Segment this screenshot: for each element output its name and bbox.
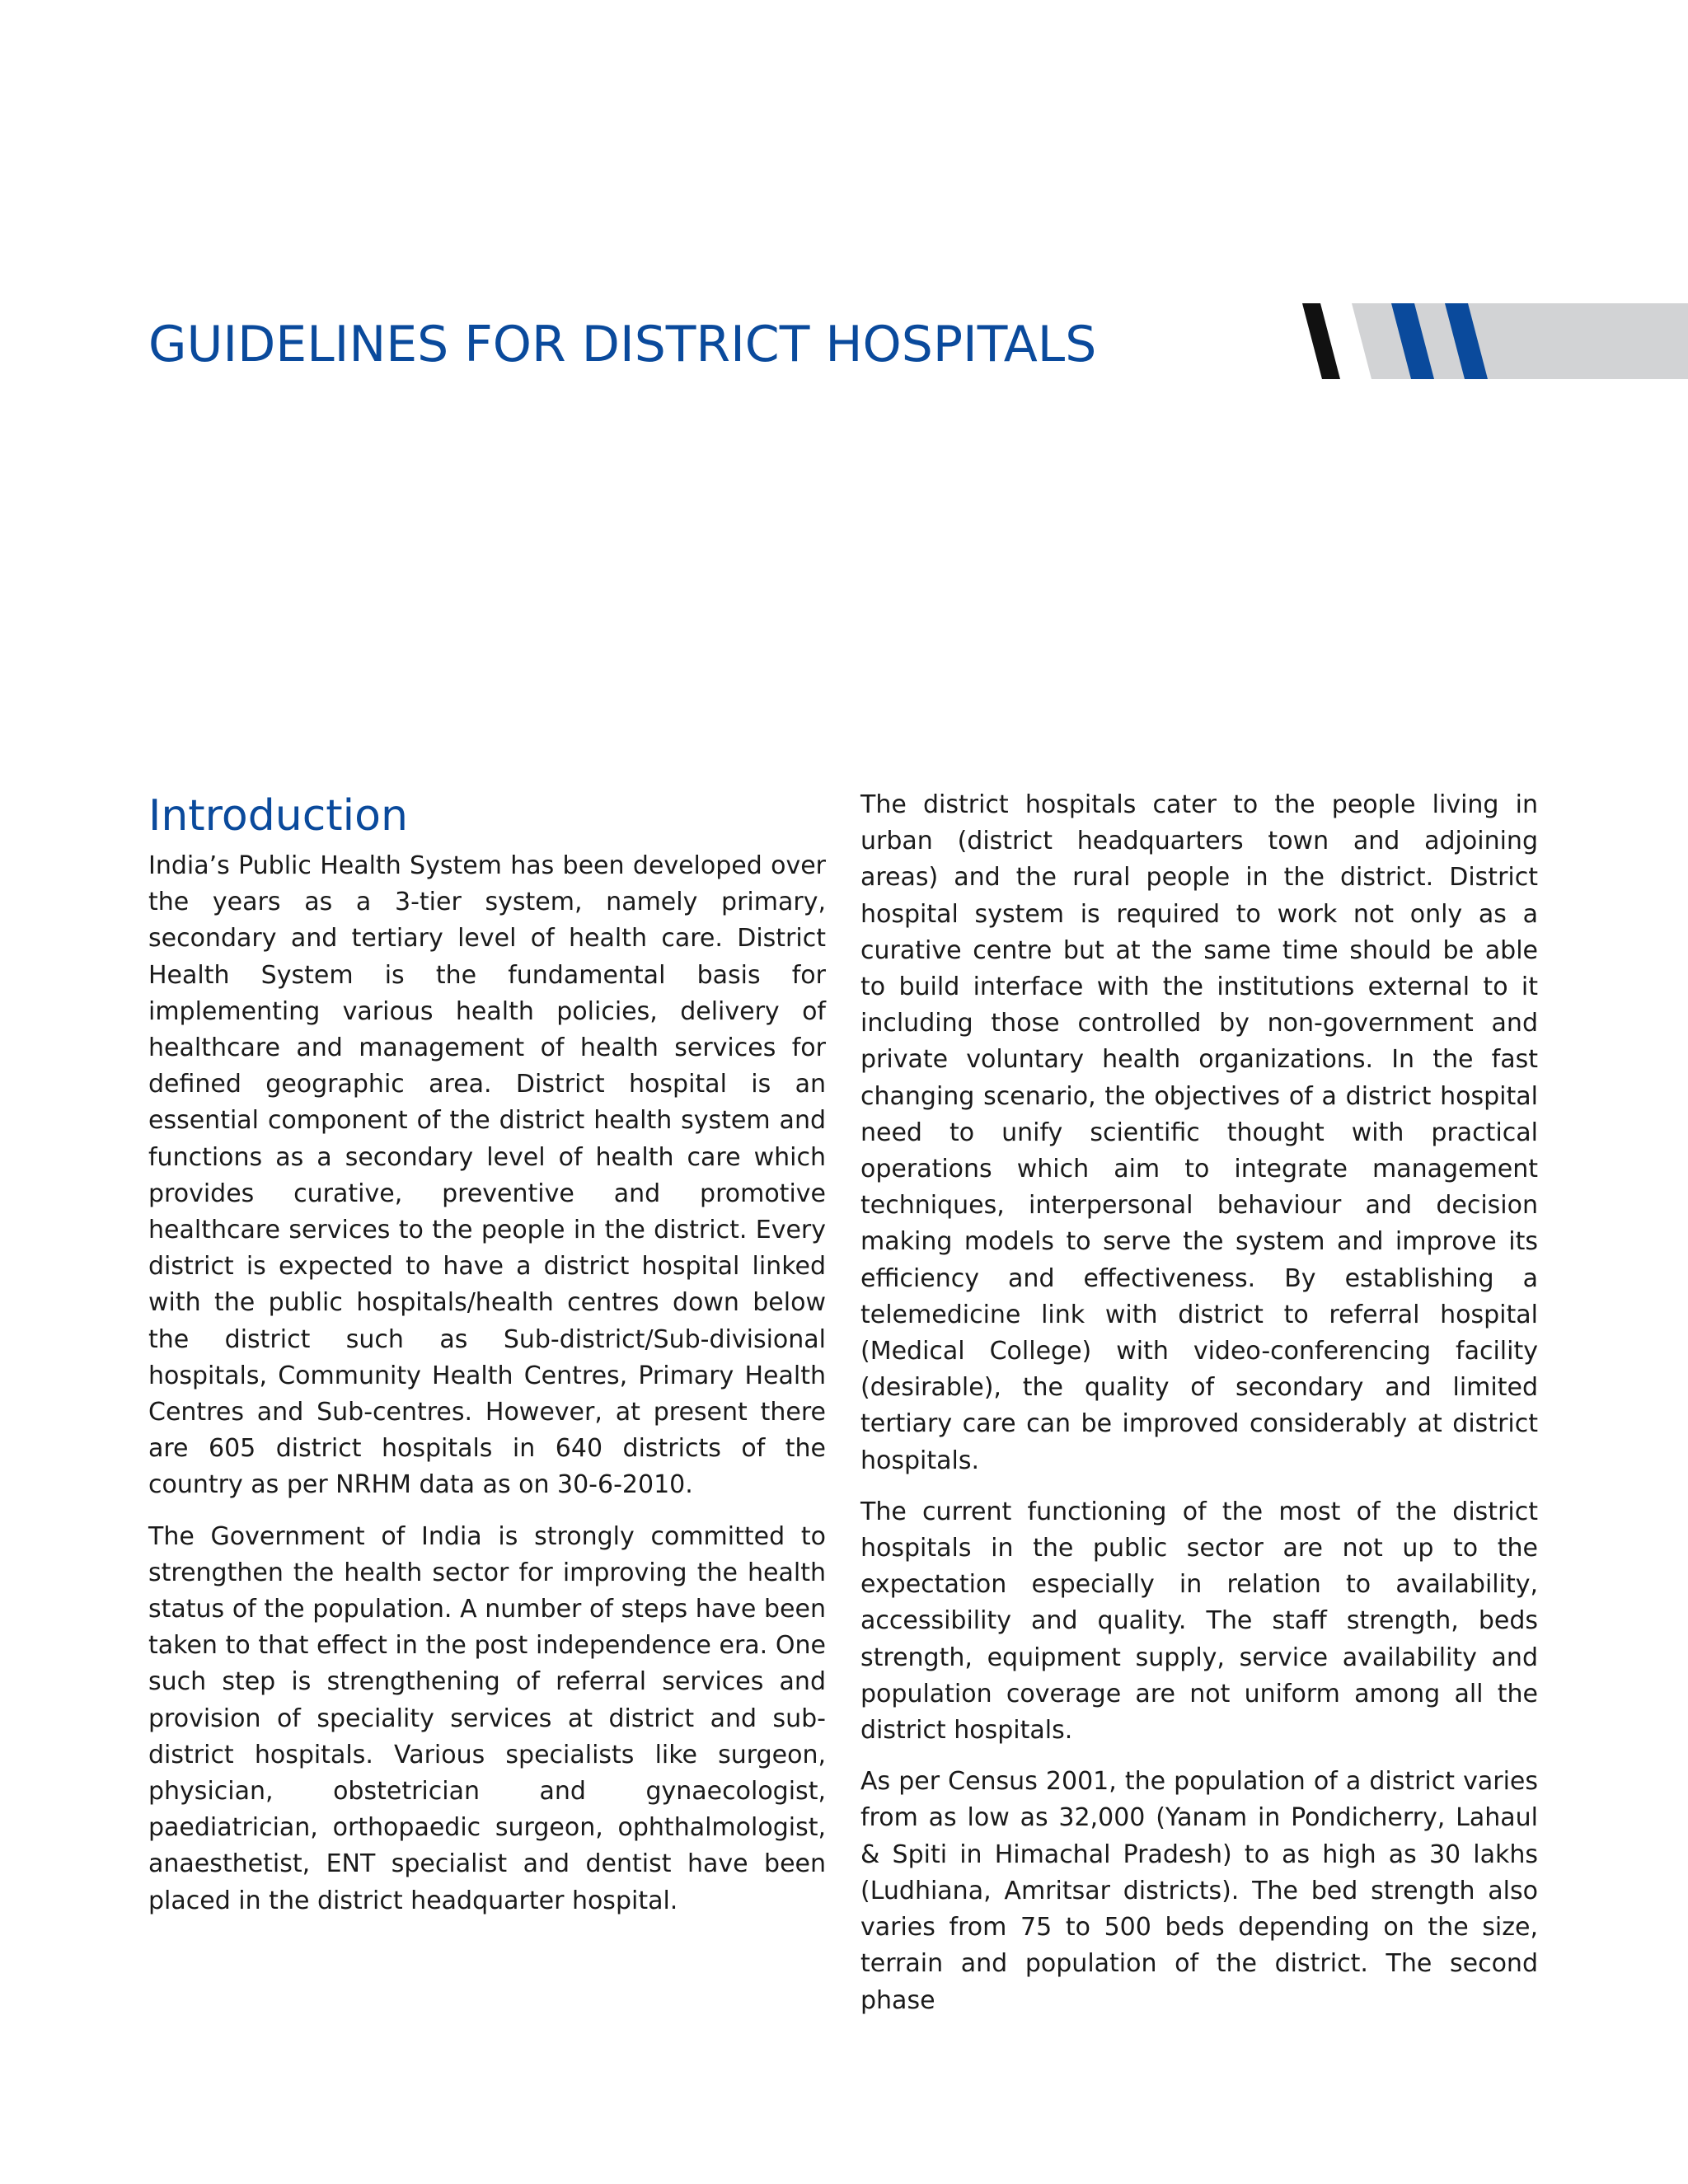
paragraph-census-2001: As per Census 2001, the population of a district varies from as low as 32,000 (Yanam in Pondicherry, Lahaul & Spiti in Himachal Pradesh) to as high as 30 lakhs (Ludhiana, Amritsar districts). The bed strength also varies from 75 to 500 beds depending on the size, terrain and population of the district. The second phase: [860, 1767, 1538, 2015]
body-text-columns: [148, 787, 1540, 2015]
paragraph-government-commitment: The Government of India is strongly committed to strengthen the health sector for improving the health status of the population. A number of steps have been taken to that effect in the post independence era. One such step is strengthening of referral services and provision of speciality services at district and sub-district hospitals. Various specialists like surgeon, physician, obstetrician and gynaecologist, paediatrician, orthopaedic surgeon, ophthalmologist, anaesthetist, ENT specialist and dentist have been placed in the district headquarter hospital.: [148, 1521, 826, 1915]
right-column: [860, 787, 1538, 2034]
paragraph-current-functioning: The current functioning of the most of the district hospitals in the public sector are not up to the expectation especially in relation to availability, accessibility and quality. The staff strength, beds strength, equipment supply, service availability and population coverage are not uniform among all the district hospitals.: [860, 1497, 1538, 1746]
section-heading-introduction: Introduction: [148, 791, 408, 841]
header-stripe-decoration: [1302, 303, 1688, 379]
paragraph-district-hospitals-cater: The district hospitals cater to the people living in urban (district headquarters town and adjoining areas) and the rural people in the district. District hospital system is required to work not only as a curative centre but at the same time should be able to build interface with the institutions external to it including those controlled by non-government and private voluntary health organizations. In the fast changing scenario, the objectives of a district hospital need to unify scientific thought with practical operations which aim to integrate management techniques, interpersonal behaviour and decision making models to serve the system and improve its efficiency and effectiveness. By establishing a telemedicine link with district to referral hospital (Medical College) with video-conferencing facility (desirable), the quality of secondary and limited tertiary care can be improved considerably at district hospitals.: [860, 790, 1538, 1475]
page-title: GUIDELINES FOR DISTRICT HOSPITALS: [148, 316, 1097, 373]
decor-black-stripe: [1302, 303, 1340, 379]
left-column: [148, 787, 826, 1934]
paragraph-public-health-system: India’s Public Health System has been developed over the years as a 3-tier system, namely primary, secondary and tertiary level of health care. District Health System is the fundamental basis for implementing various health policies, delivery of healthcare and management of health services for defined geographic area. District hospital is an essential component of the district health system and functions as a secondary level of health care which provides curative, preventive and promotive healthcare services to the people in the district. Every district is expected to have a district hospital linked with the public hospitals/health centres down below the district such as Sub-district/Sub-divisional hospitals, Community Health Centres, Primary Health Centres and Sub-centres. However, at present there are 605 district hospitals in 640 districts of the country as per NRHM data as on 30-6-2010.: [148, 851, 826, 1500]
